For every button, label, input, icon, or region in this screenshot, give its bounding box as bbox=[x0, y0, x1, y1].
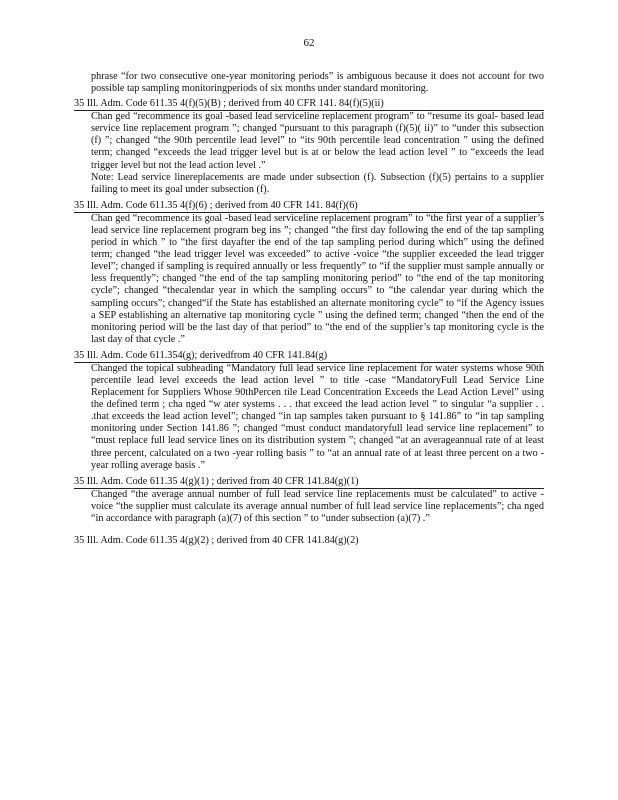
intro-paragraph: phrase “for two consecutive one-year monitoring periods” is ambiguous because it does not account for two possible tap sampling monitoringperiods of six months under standard monitoring. bbox=[91, 71, 544, 95]
section-body: Chan ged “recommence its goal -based lead serviceline replacement program” to “the first year of a supplier’s lead service line replacement program beg ins ”; changed “the first day following the end of the tap sampling period in which ” to “the first dayafter the end of the tap sampling period during which” using the defined term; changed “the lead trigger level was exceeded” to active -voice “the supplier exceeded the lead trigger level”; changed if sampling is required annually or less frequently” to “if the supplier must sample annually or less frequently”; changed “the end of the tap sampling monitoring period” to “the end of the tap monitoring cycle”; changed “thecalendar year in which the sampling occurs” to “the calendar year during which the sampling occurs”; changed“if the State has established an alternate monitoring cycle” to “if the Agency issues a SEP establishing an alternative tap monitoring cycle ” using the defined term; changed “then the end of the monitoring period will be the last day of that period” to “the end of the supplier’s tap monitoring cycle is the last day of that cycle .” bbox=[91, 212, 544, 345]
section-body: Chan ged “recommence its goal -based lead serviceline replacement program” to “resume its goal- based lead service line replacement program ”; changed “pursuant to this paragraph (f)(5)( ii)” to “under this subsection (f) ”; changed “the 90th percentile lead level” to “its 90th percentile lead concentration ” using the defined term; changed “exceeds the lead trigger level but is at or below the lead action level ” to “exceeds the lead trigger level but not the lead action level .” bbox=[91, 111, 544, 171]
section-611-354-f-5-B bbox=[74, 98, 544, 196]
page-number: 62 bbox=[303, 37, 315, 49]
section-611-354-g-1 bbox=[74, 476, 544, 525]
section-body: Changed the topical subheading “Mandatory full lead service line replacement for water systems whose 90th percentile lead level exceeds the lead action level ” to title -case “MandatoryFull Lead Service Line Replacement for Suppliers Whose 90thPercen tile Lead Concentration Exceeds the Lead Action Level” using the defined term ; cha nged “w ater systems . . . that exceed the lead action level ” to singular “a supplier . . .that exceeds the lead action level”; changed “in tap samples taken pursuant to § 141.86” to “in tap sampling monitoring under Section 141.86 ”; changed “must conduct mandatoryfull lead service line replacement” to “must replace full lead service lines on its distribution system ”; changed “at an averageannual rate of at least three percent, calculated on a two -year rolling basis ” to “at an annual rate of at least three percent on a two - year rolling average basis .” bbox=[91, 362, 544, 471]
section-note: Note: Lead service linereplacements are made under subsection (f). Subsection (f)(5) pertains to a supplier failing to meet its goal under subsection (f). bbox=[91, 171, 544, 195]
section-citation: 35 Ill. Adm. Code 611.354(g); derivedfrom 40 CFR 141.84(g) bbox=[74, 350, 544, 363]
section-body: Changed “the average annual number of full lead service line replacements must be calculated” to active -voice “the supplier must calculate its average annual number of full lead service line replacements”; cha nged “in accordance with paragraph (a)(7) of this section ” to “under subsection (a)(7) .” bbox=[91, 488, 544, 524]
section-611-354-g-2 bbox=[74, 535, 544, 547]
section-citation: 35 Ill. Adm. Code 611.35 4(g)(1) ; derived from 40 CFR 141.84(g)(1) bbox=[74, 476, 544, 489]
page-content bbox=[74, 71, 544, 547]
section-citation: 35 Ill. Adm. Code 611.35 4(f)(6) ; derived from 40 CFR 141. 84(f)(6) bbox=[74, 200, 544, 213]
section-citation: 35 Ill. Adm. Code 611.35 4(f)(5)(B) ; derived from 40 CFR 141. 84(f)(5)(ii) bbox=[74, 98, 544, 111]
section-611-354-f-6 bbox=[74, 200, 544, 346]
section-611-354-g bbox=[74, 350, 544, 472]
section-citation: 35 Ill. Adm. Code 611.35 4(g)(2) ; derived from 40 CFR 141.84(g)(2) bbox=[74, 535, 359, 546]
